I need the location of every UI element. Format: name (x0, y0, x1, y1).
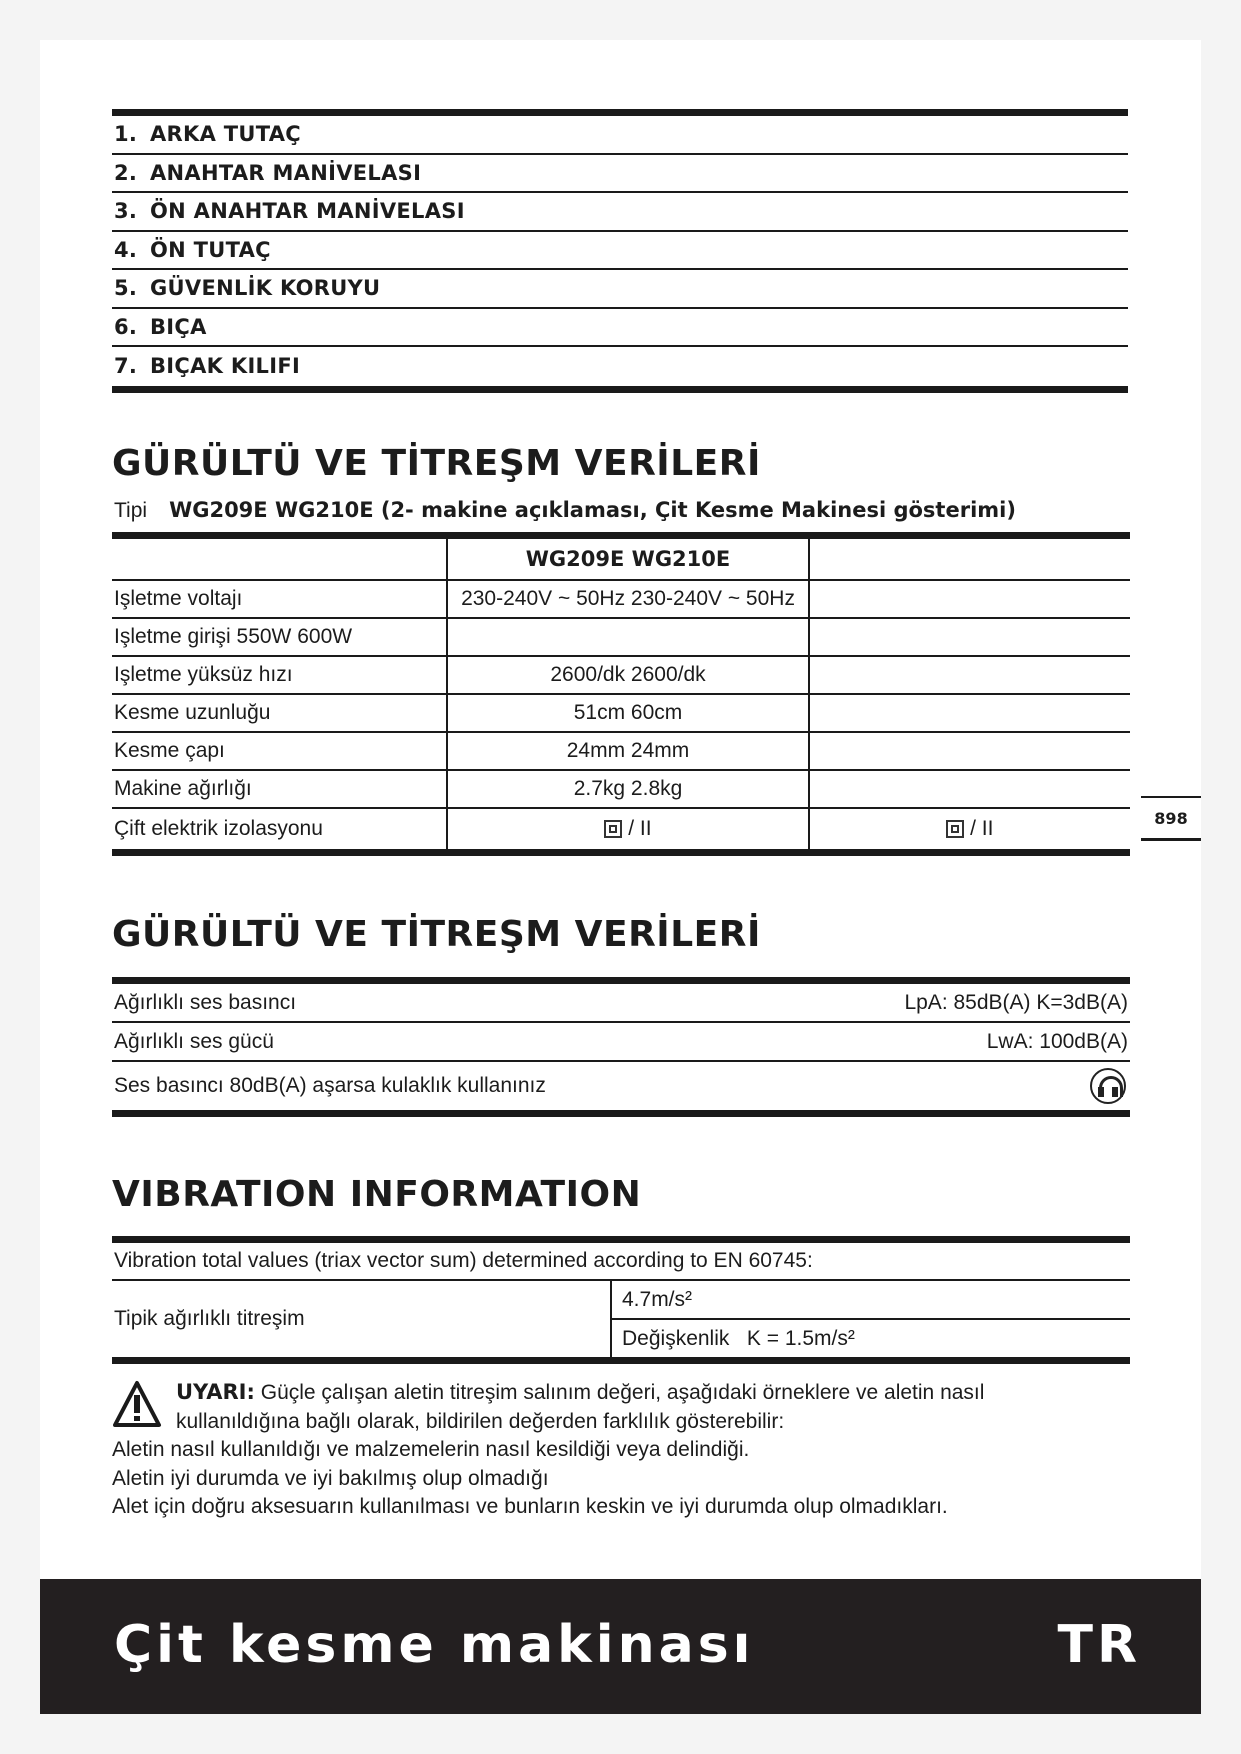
insulation-cell-2 (809, 808, 1130, 853)
item-number: 7. (114, 354, 138, 379)
spec-value-2 (809, 770, 1130, 808)
spec-value-2 (809, 580, 1130, 618)
noise-label: Ağırlıklı ses basıncı (114, 990, 297, 1014)
item-number: 1. (114, 122, 138, 147)
vibration-value: 4.7m/s² (612, 1281, 1130, 1320)
parts-list-item (112, 309, 1128, 348)
item-label: ÖN TUTAÇ (150, 237, 271, 262)
spec-value: 51cm 60cm (447, 694, 808, 732)
vibration-row-label: Tipik ağırlıklı titreşim (112, 1281, 612, 1357)
warning-title: UYARI: (176, 1380, 255, 1404)
spec-value-2 (809, 732, 1130, 770)
type-line (114, 498, 1016, 523)
vibration-uncertainty: Değişkenlik K = 1.5m/s² (622, 1326, 855, 1350)
double-insulation-icon (604, 820, 622, 838)
spec-label: Kesme çapı (112, 732, 447, 770)
spec-header-models: WG209E WG210E (447, 536, 808, 580)
noise-value: LpA: 85dB(A) K=3dB(A) (904, 990, 1128, 1014)
vibration-intro: Vibration total values (triax vector sum) determined according to EN 60745: (112, 1243, 1130, 1281)
parts-list-item (112, 193, 1128, 232)
warning-item: Alet için doğru aksesuarın kullanılması ve bunların keskin ve iyi durumda olup olmadıkları. (112, 1495, 948, 1518)
spec-value: 2600/dk 2600/dk (447, 656, 808, 694)
parts-list-item (112, 270, 1128, 309)
footer-banner (40, 1579, 1201, 1714)
item-number: 5. (114, 276, 138, 301)
parts-list-item (112, 116, 1128, 155)
type-label: Tipi (114, 499, 148, 522)
warning-text: kullanıldığına bağlı olarak, bildirilen değerden farklılık gösterebilir: (176, 1409, 785, 1433)
spec-table (112, 532, 1130, 856)
noise-row (112, 984, 1130, 1023)
item-number: 6. (114, 314, 138, 339)
item-label: BIÇAK KILIFI (150, 354, 301, 379)
spec-value-2 (809, 694, 1130, 732)
spec-value: 24mm 24mm (447, 732, 808, 770)
warning-block (112, 1378, 1122, 1522)
spec-value: / II (628, 816, 652, 840)
footer-title: Çit kesme makinası (114, 1615, 755, 1675)
spec-label: Işletme yüksüz hızı (112, 656, 447, 694)
spec-row (112, 618, 1130, 656)
vibration-table (112, 1236, 1130, 1364)
insulation-cell (447, 808, 808, 853)
noise-label: Ses basıncı 80dB(A) aşarsa kulaklık kullanınız (114, 1074, 546, 1097)
warning-text: Güçle çalışan aletin titreşim salınım değeri, aşağıdaki örneklere ve aletin nasıl (260, 1381, 985, 1404)
item-label: ÖN ANAHTAR MANİVELASI (150, 199, 465, 224)
parts-list-item (112, 155, 1128, 194)
spec-value-2 (809, 656, 1130, 694)
spec-row (112, 580, 1130, 618)
spec-value-2: / II (970, 816, 994, 840)
spec-value (447, 618, 808, 656)
warning-item: Aletin iyi durumda ve iyi bakılmış olup olmadığı (112, 1466, 549, 1490)
noise-table (112, 977, 1130, 1117)
spec-label: Çift elektrik izolasyonu (112, 808, 447, 853)
footer-language-code: TR (1057, 1615, 1141, 1675)
noise-row (112, 1023, 1130, 1062)
item-label: ARKA TUTAÇ (150, 122, 301, 147)
spec-value: 2.7kg 2.8kg (447, 770, 808, 808)
vibration-section-title: VIBRATION INFORMATION (112, 1174, 642, 1215)
warning-item: Aletin nasıl kullanıldığı ve malzemelerin nasıl kesildiği veya delindiği. (112, 1438, 750, 1461)
item-label: ANAHTAR MANİVELASI (150, 160, 422, 185)
spec-header-row (112, 536, 1130, 580)
item-number: 2. (114, 160, 138, 185)
spec-label: Makine ağırlığı (112, 770, 447, 808)
double-insulation-icon (946, 820, 964, 838)
spec-row (112, 732, 1130, 770)
spec-value-2 (809, 618, 1130, 656)
spec-row (112, 694, 1130, 732)
parts-list-item (112, 232, 1128, 271)
item-number: 4. (114, 237, 138, 262)
type-value: WG209E WG210E (2- makine açıklaması, Çit Kesme Makinesi gösterimi) (169, 498, 1016, 522)
spec-section-title: GÜRÜLTÜ VE TİTREŞM VERİLERİ (112, 443, 761, 484)
noise-row (112, 1062, 1130, 1110)
noise-label: Ağırlıklı ses gücü (114, 1029, 274, 1053)
parts-list-item (112, 347, 1128, 386)
spec-row (112, 656, 1130, 694)
item-label: BIÇA (150, 314, 207, 339)
page-number: 898 (1141, 796, 1201, 841)
ear-protection-icon (1090, 1068, 1126, 1104)
noise-section-title: GÜRÜLTÜ VE TİTREŞM VERİLERİ (112, 914, 761, 955)
item-number: 3. (114, 199, 138, 224)
item-label: GÜVENLİK KORUYU (150, 276, 381, 301)
spec-label: Işletme girişi 550W 600W (112, 618, 447, 656)
spec-value: 230-240V ~ 50Hz 230-240V ~ 50Hz (447, 580, 808, 618)
spec-row (112, 770, 1130, 808)
spec-row (112, 808, 1130, 853)
noise-value: LwA: 100dB(A) (986, 1029, 1128, 1053)
spec-label: Işletme voltajı (112, 580, 447, 618)
warning-icon (112, 1380, 162, 1428)
spec-label: Kesme uzunluğu (112, 694, 447, 732)
parts-list (112, 109, 1128, 393)
